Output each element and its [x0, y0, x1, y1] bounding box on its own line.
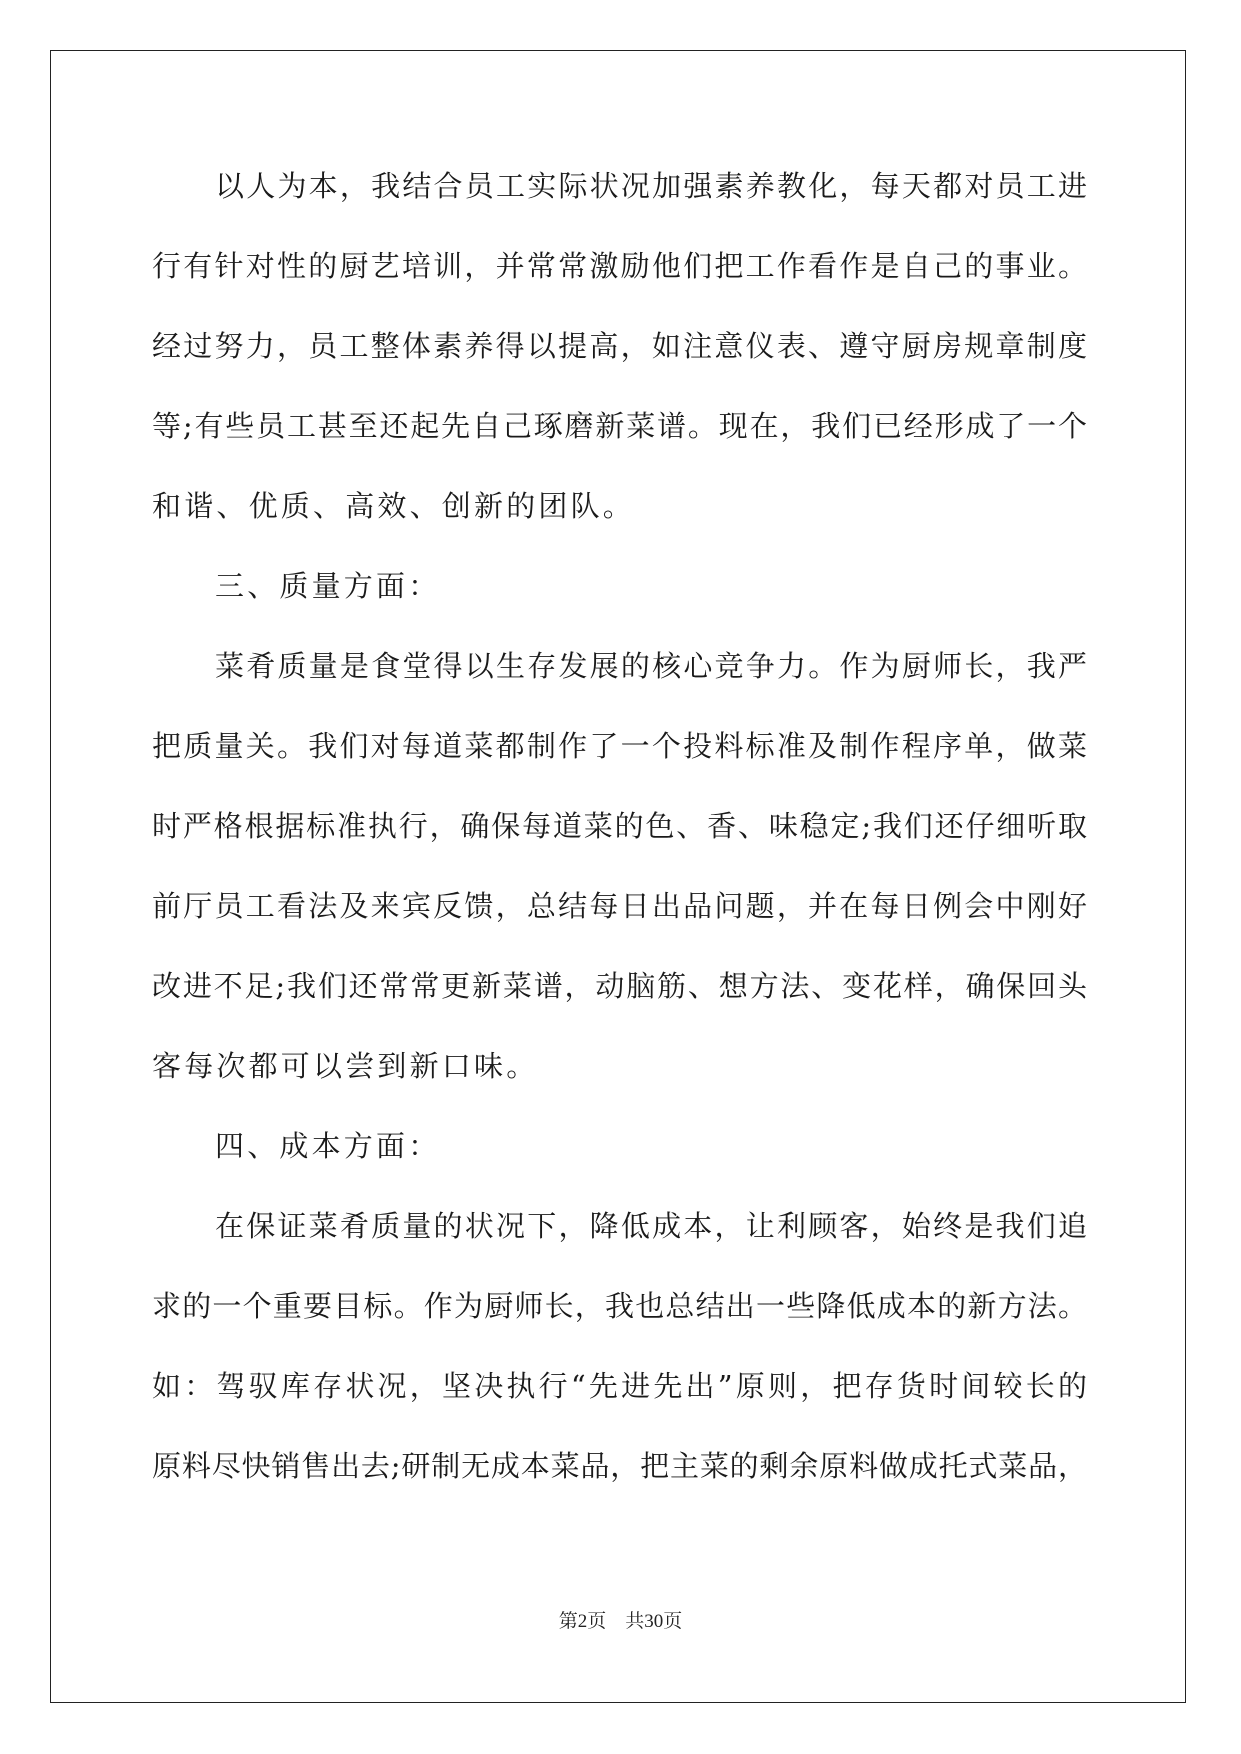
paragraph-line: 菜肴质量是食堂得以生存发展的核心竞争力。作为厨师长，我严	[215, 649, 1087, 683]
paragraph-line: 和谐、优质、高效、创新的团队。	[152, 489, 636, 523]
paragraph-line: 在保证菜肴质量的状况下，降低成本，让利顾客，始终是我们追	[215, 1209, 1087, 1243]
paragraph-line: 如：驾驭库存状况，坚决执行“先进先出”原则，把存货时间较长的	[152, 1369, 1087, 1403]
paragraph-line: 前厅员工看法及来宾反馈，总结每日出品问题，并在每日例会中刚好	[152, 889, 1087, 923]
paragraph-line: 等;有些员工甚至还起先自己琢磨新菜谱。现在，我们已经形成了一个	[152, 409, 1087, 443]
paragraph-line: 行有针对性的厨艺培训，并常常激励他们把工作看作是自己的事业。	[152, 249, 1087, 283]
paragraph-line: 以人为本，我结合员工实际状况加强素养教化，每天都对员工进	[215, 169, 1087, 203]
paragraph-line: 求的一个重要目标。作为厨师长，我也总结出一些降低成本的新方法。	[152, 1289, 1087, 1323]
paragraph-line: 改进不足;我们还常常更新菜谱，动脑筋、想方法、变花样，确保回头	[152, 969, 1087, 1003]
section-heading: 三、质量方面：	[215, 569, 441, 603]
paragraph-line: 原料尽快销售出去;研制无成本菜品，把主菜的剩余原料做成托式菜品，	[152, 1449, 1087, 1483]
section-heading: 四、成本方面：	[215, 1129, 441, 1163]
page-footer	[0, 1606, 1241, 1633]
paragraph-line: 客每次都可以尝到新口味。	[152, 1049, 539, 1083]
paragraph-line: 时严格根据标准执行，确保每道菜的色、香、味稳定;我们还仔细听取	[152, 809, 1087, 843]
paragraph-line: 经过努力，员工整体素养得以提高，如注意仪表、遵守厨房规章制度	[152, 329, 1087, 363]
page-number: 第2页	[558, 1611, 607, 1632]
document-body	[152, 160, 1087, 1520]
paragraph-line: 把质量关。我们对每道菜都制作了一个投料标准及制作程序单，做菜	[152, 729, 1087, 763]
total-pages: 共30页	[625, 1611, 683, 1632]
